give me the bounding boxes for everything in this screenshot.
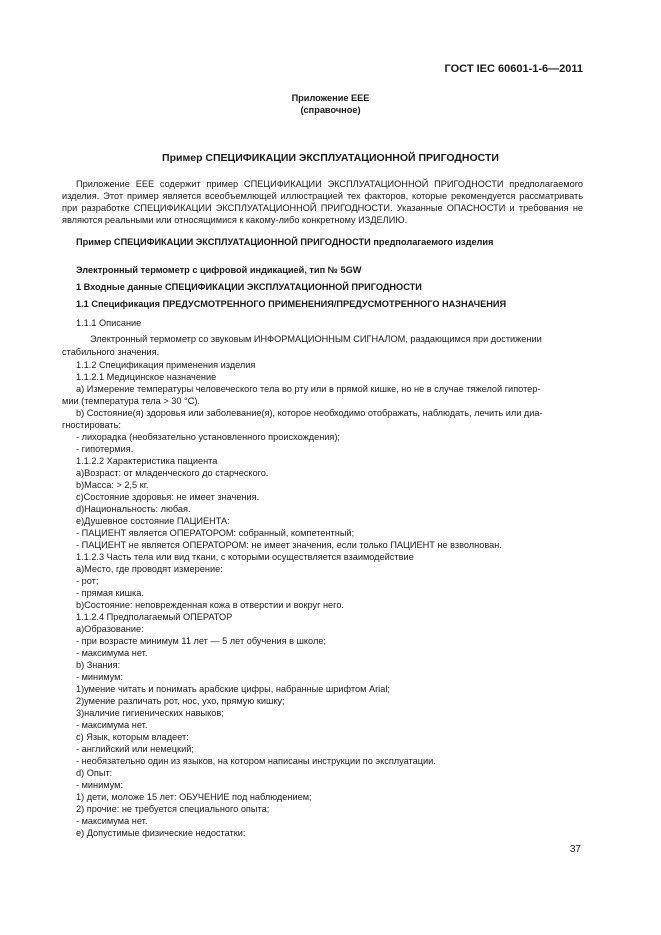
body-line: - гипотермия. [76,444,134,454]
body-line: a)Возраст: от младенческого до старческого. [76,468,269,478]
body-line: - минимум: [76,672,124,682]
body-line: d) Опыт: [76,768,113,778]
body-line: - минимум: [76,780,124,790]
page-number: 37 [569,844,581,855]
body-line: c)Состояние здоровья: не имеет значения. [76,492,260,502]
intro-paragraph: Приложение ЕЕЕ содержит пример СПЕЦИФИКАЦИИ ЭКСПЛУАТАЦИОННОЙ ПРИГОДНОСТИ предполагаемого изделия. Этот пример является всеобъемлющей иллюстрацией тех факторов, которые рекомендуется рассматривать при разработке СПЕЦИФИКАЦИИ ЭКСПЛУАТАЦИОННОЙ ПРИГОДНОСТИ. Указанные ОПАСНОСТИ и требования не являются реальными или относящимися к какому-либо конкретному ИЗДЕЛИЮ. [62,179,583,225]
body-line: a) Измерение температуры человеческого тела во рту или в прямой кишке, но не в случае тяжелой гипотер- [76,384,541,394]
body-line: - ПАЦИЕНТ является ОПЕРАТОРОМ: собранный, компетентный; [76,528,355,538]
body-line: 1.1.2.1 Медицинское назначение [76,372,217,382]
body-line: - ПАЦИЕНТ не является ОПЕРАТОРОМ: не имеет значения, если только ПАЦИЕНТ не взволнован. [76,540,502,550]
body-line: 1) дети, моложе 15 лет: ОБУЧЕНИЕ под наблюдением; [76,792,312,802]
body-line: 3)наличие гигиенических навыков; [76,708,224,718]
body-line: b)Состояние: неповрежденная кожа в отверстии и вокруг него. [76,600,344,610]
device-heading: Электронный термометр с цифровой индикацией, тип № 5GW [76,265,362,275]
annex-heading [0,92,661,116]
body-line: e)Душевное состояние ПАЦИЕНТА: [76,516,230,526]
body-line: - максимума нет. [76,648,148,658]
body-line: 1.1.2 Спецификация применения изделия [76,360,256,370]
section-1-1-heading: 1.1 Спецификация ПРЕДУСМОТРЕННОГО ПРИМЕНЕНИЯ/ПРЕДУСМОТРЕННОГО НАЗНАЧЕНИЯ [76,299,507,309]
body-line: - лихорадка (необязательно установленного происхождения); [76,432,340,442]
body-line: мии (температура тела > 30 °C). [62,396,200,406]
body-line: 1.1.2.4 Предполагаемый ОПЕРАТОР [76,612,233,622]
body-line: - необязательно один из языков, на котором написаны инструкции по эксплуатации. [76,756,436,766]
body-line: 2) прочие: не требуется специального опыта; [76,804,270,814]
body-line: - максимума нет. [76,816,148,826]
main-title: Пример СПЕЦИФИКАЦИИ ЭКСПЛУАТАЦИОННОЙ ПРИГОДНОСТИ [162,152,499,164]
standard-header: ГОСТ IEC 60601-1-6—2011 [444,63,583,75]
body-line: 1.1.1 Описание [76,318,142,328]
annex-subtitle: (справочное) [300,105,361,115]
body-line: Электронный термометр со звуковым ИНФОРМАЦИОННЫМ СИГНАЛОМ, раздающимся при достижении [90,334,542,344]
annex-title: Приложение ЕЕЕ [291,93,370,103]
body-line: - максимума нет. [76,720,148,730]
body-line: a)Образование: [76,624,144,634]
body-line: b) Состояние(я) здоровья или заболевание(я), которое необходимо отображать, наблюдать, лечить или диа- [76,408,543,418]
body-line: c) Язык, которым владеет: [76,732,189,742]
body-line: - прямая кишка. [76,588,144,598]
section-1-heading: 1 Входные данные СПЕЦИФИКАЦИИ ЭКСПЛУАТАЦИОННОЙ ПРИГОДНОСТИ [76,282,422,292]
body-line: - рот; [76,576,99,586]
body-line: a)Место, где проводят измерение: [76,564,223,574]
body-line: b)Масса: > 2,5 кг. [76,480,149,490]
body-line: d)Национальность: любая. [76,504,191,514]
body-line: стабильного значения. [62,347,160,357]
body-line: b) Знания: [76,660,121,670]
body-line: - английский или немецкий; [76,744,194,754]
body-line: - при возрасте минимум 11 лет — 5 лет обучения в школе; [76,636,326,646]
body-line: 1.1.2.3 Часть тела или вид ткани, с которыми осуществляется взаимодействие [76,552,414,562]
body-line: 2)умение различать рот, нос, ухо, прямую кишку; [76,696,285,706]
body-line: 1)умение читать и понимать арабские цифры, набранные шрифтом Arial; [76,684,390,694]
body-line: гностировать: [62,420,121,430]
body-line: e) Допустимые физические недостатки: [76,828,246,838]
example-heading: Пример СПЕЦИФИКАЦИИ ЭКСПЛУАТАЦИОННОЙ ПРИГОДНОСТИ предполагаемого изделия [76,237,494,247]
body-line: 1.1.2.2 Характеристика пациента [76,456,218,466]
